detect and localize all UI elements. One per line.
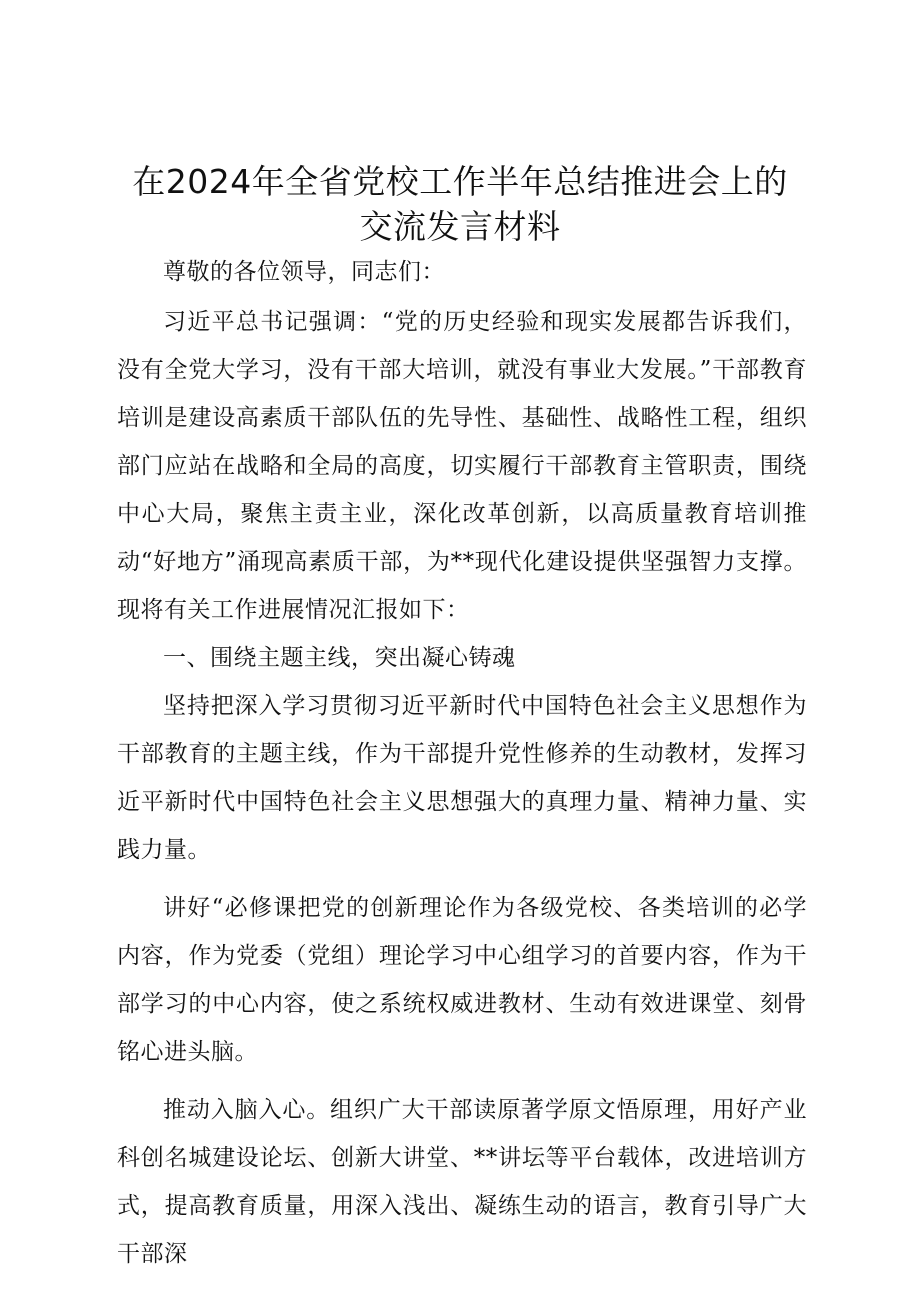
paragraph-intro: 习近平总书记强调：“党的历史经验和现实发展都告诉我们，没有全党大学习，没有干部大培训，就没有事业大发展。”干部教育培训是建设高素质干部队伍的先导性、基础性、战略性工程，组织部门应站在战略和全局的高度，切实履行干部教育主管职责，围绕中心大局，聚焦主责主业，深化改革创新，以高质量教育培训推动“好地方”涌现高素质干部，为**现代化建设提供坚强智力支撑。现将有关工作进展情况汇报如下： <box>117 309 807 623</box>
paragraph-required-course: 讲好“必修课把党的创新理论作为各级党校、各类培训的必学内容，作为党委（党组）理论学习中心组学习的首要内容，作为干部学习的中心内容，使之系统权威进教材、生动有效进课堂、刻骨铭心进头脑。 <box>117 895 807 1065</box>
document-body <box>117 248 807 1278</box>
section-heading-1: 一、围绕主题主线，突出凝心铸魂 <box>163 645 516 671</box>
paragraph-into-mind: 推动入脑入心。组织广大干部读原著学原文悟原理，用好产业科创名城建设论坛、创新大讲堂、**讲坛等平台载体，改进培训方式，提高教育质量，用深入浅出、凝练生动的语言，教育引导广大干部深 <box>117 1097 807 1267</box>
salutation: 尊敬的各位领导，同志们： <box>163 259 445 285</box>
paragraph-theme: 坚持把深入学习贯彻习近平新时代中国特色社会主义思想作为干部教育的主题主线，作为干部提升党性修养的生动教材，发挥习近平新时代中国特色社会主义思想强大的真理力量、精神力量、实践力量。 <box>117 693 807 863</box>
document-title-line-2: 交流发言材料 <box>359 207 561 246</box>
document-title-line-1: 在2024年全省党校工作半年总结推进会上的 <box>132 162 788 201</box>
